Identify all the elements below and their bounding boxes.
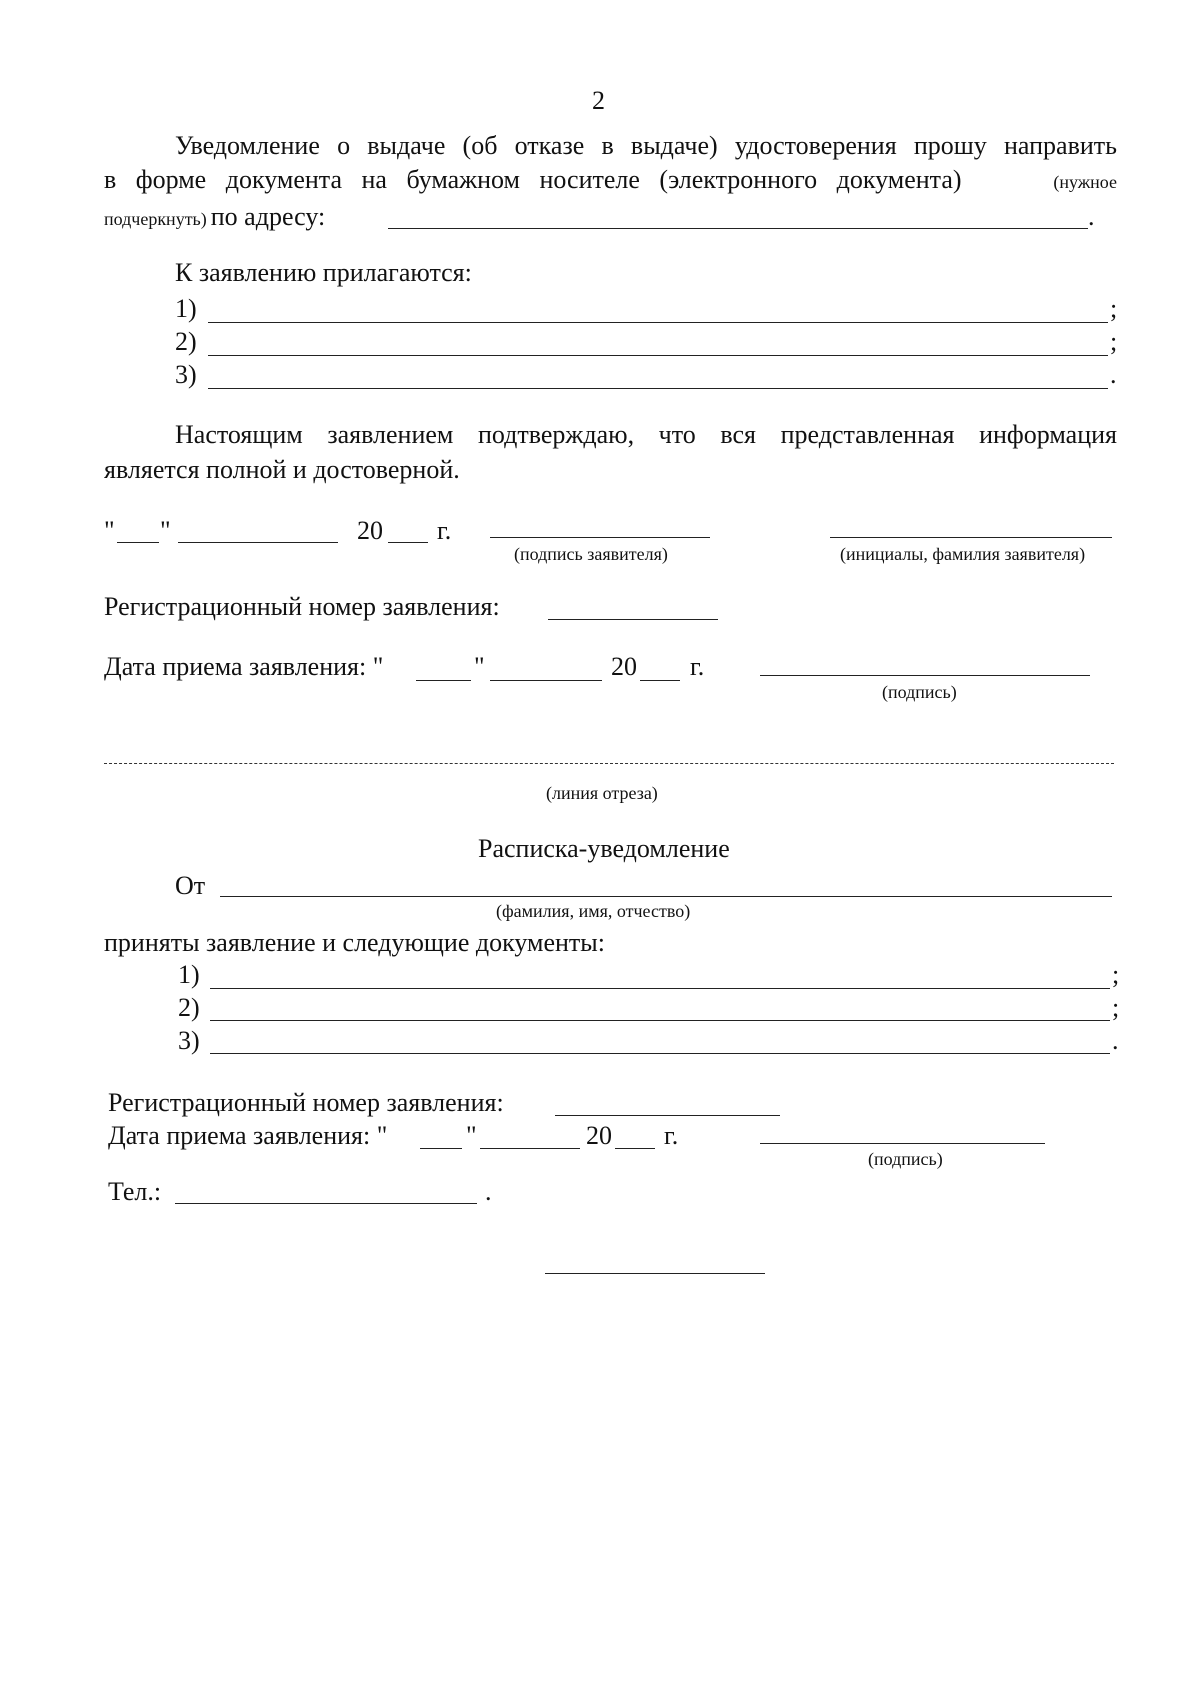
page-number: 2 [592,86,605,115]
registration-number-label: Регистрационный номер заявления: [104,592,500,621]
receipt-document-number: 3) [178,1026,200,1055]
phone-field[interactable] [175,1203,477,1204]
attachments-heading: К заявлению прилагаются: [175,258,472,287]
receipt-date-quote-close: " [474,652,485,681]
date-year-field[interactable] [388,542,428,543]
receipt-date-day-field-2[interactable] [420,1148,462,1149]
notice-line-2 [104,165,1117,195]
date-year-suffix: г. [437,516,452,545]
receipt-document-field[interactable] [210,1020,1110,1021]
receipt-document-end: ; [1112,993,1120,1022]
receipt-from-caption: (фамилия, имя, отчество) [496,901,691,921]
receipt-signature-caption: (подпись) [882,682,957,702]
notice-line-2-text: в форме документа на бумажном носителе (электронного документа) [104,165,962,194]
closing-separator [545,1273,765,1274]
attachment-number: 1) [175,294,197,323]
receipt-from-label: От [175,871,206,900]
receipt-document-end: ; [1112,960,1120,989]
receipt-date-label-2: Дата приема заявления: " [108,1121,388,1150]
receipt-date-month-field-2[interactable] [480,1148,580,1149]
receipt-date-quote-close-2: " [466,1121,477,1150]
notice-line-3 [104,202,325,232]
phone-label: Тел.: [108,1177,162,1206]
notice-line-2-note: (нужное [1053,172,1117,192]
receipt-date-year-field[interactable] [640,680,680,681]
receipt-signature-caption-2: (подпись) [868,1149,943,1169]
confirmation-line-1: Настоящим заявлением подтверждаю, что вся представленная информация [175,420,1117,449]
confirmation-line-2: является полной и достоверной. [104,455,460,484]
receipt-accepted-label: приняты заявление и следующие документы: [104,928,605,957]
notice-line-3-note: подчеркнуть) [104,209,207,229]
cut-line [104,763,1114,764]
notice-address-label: по адресу: [210,202,326,231]
address-end-dot: . [1088,202,1095,231]
attachment-end: . [1110,360,1117,389]
attachment-end: ; [1110,327,1118,356]
receipt-document-field[interactable] [210,988,1110,989]
receipt-date-label: Дата приема заявления: " [104,652,384,681]
applicant-signature-caption: (подпись заявителя) [514,544,668,564]
applicant-name-field[interactable] [830,537,1112,538]
receipt-document-number: 1) [178,960,200,989]
date-quote-open: " [104,516,115,545]
receipt-document-end: . [1112,1026,1119,1055]
applicant-signature-field[interactable] [490,537,710,538]
receipt-document-field[interactable] [210,1053,1110,1054]
address-field-line[interactable] [388,228,1088,229]
date-month-field[interactable] [178,542,338,543]
receipt-registration-number-label: Регистрационный номер заявления: [108,1088,504,1117]
receipt-title: Расписка-уведомление [478,834,730,863]
attachment-end: ; [1110,294,1118,323]
attachment-number: 3) [175,360,197,389]
registration-number-field[interactable] [548,619,718,620]
phone-end: . [485,1177,492,1206]
cut-line-caption: (линия отреза) [546,783,658,803]
receipt-date-day-field[interactable] [416,680,471,681]
receipt-document-number: 2) [178,993,200,1022]
receipt-date-year-suffix: г. [690,652,705,681]
date-day-field[interactable] [117,542,159,543]
receipt-date-year-prefix-2: 20 [586,1121,612,1150]
attachment-field-line[interactable] [208,388,1108,389]
date-year-prefix: 20 [357,516,383,545]
receipt-date-month-field[interactable] [490,680,602,681]
attachment-number: 2) [175,327,197,356]
attachment-field-line[interactable] [208,355,1108,356]
receipt-from-field[interactable] [220,896,1112,897]
receipt-signature-field-2[interactable] [760,1143,1045,1144]
attachment-field-line[interactable] [208,322,1108,323]
receipt-date-year-prefix: 20 [611,652,637,681]
receipt-date-year-field-2[interactable] [615,1148,655,1149]
date-quote-close: " [160,516,171,545]
applicant-name-caption: (инициалы, фамилия заявителя) [840,544,1086,564]
receipt-date-year-suffix-2: г. [664,1121,679,1150]
receipt-registration-number-field[interactable] [555,1115,780,1116]
receipt-signature-field[interactable] [760,675,1090,676]
notice-line-1: Уведомление о выдаче (об отказе в выдаче) удостоверения прошу направить [175,131,1117,160]
